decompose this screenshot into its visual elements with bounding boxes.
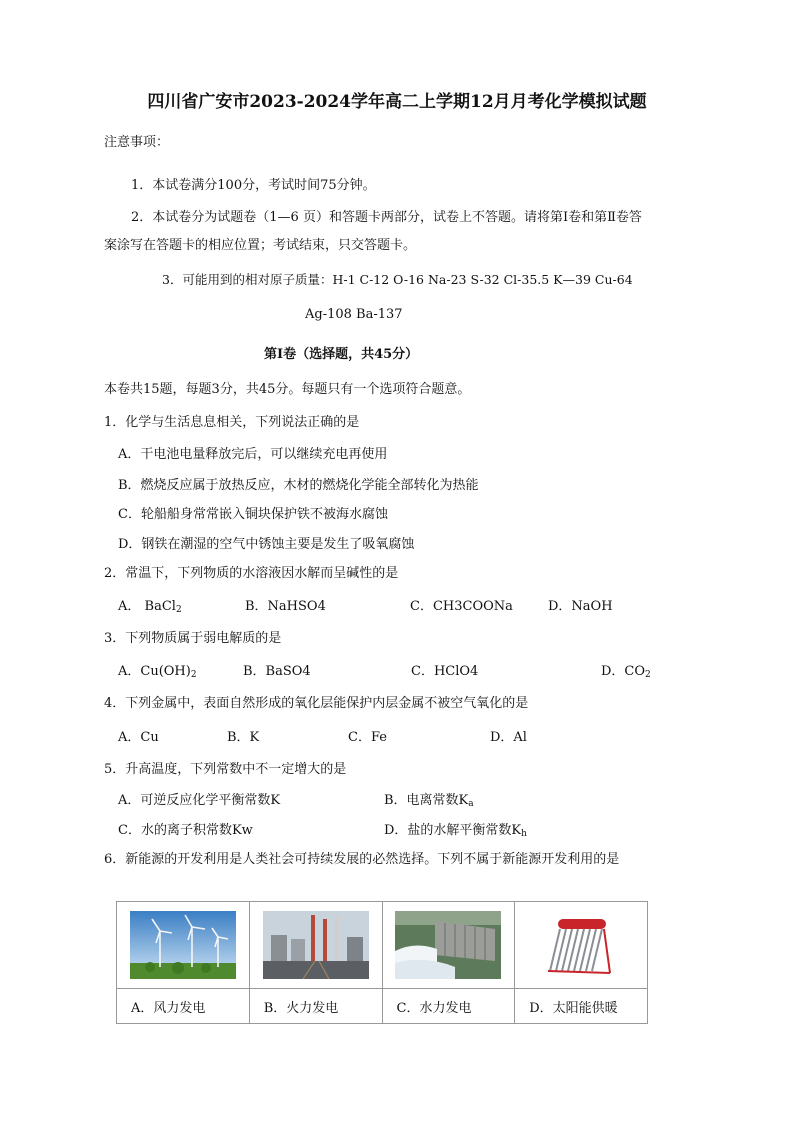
question-4-option-a: A．Cu xyxy=(118,730,159,745)
notice-1: 1．本试卷满分100分，考试时间75分钟。 xyxy=(131,178,376,193)
question-6-options-table xyxy=(116,901,648,1024)
question-5-option-c: C．水的离子积常数Kw xyxy=(118,823,253,838)
notice-2: 2．本试卷分为试题卷（1—6 页）和答题卡两部分，试卷上不答题。请将第Ⅰ卷和第Ⅱ卷答 xyxy=(131,210,642,225)
question-4-stem: 4．下列金属中，表面自然形成的氧化层能保护内层金属不被空气氧化的是 xyxy=(104,696,529,711)
option-b-label: B．火力发电 xyxy=(249,989,382,1024)
question-5-stem: 5．升高温度，下列常数中不一定增大的是 xyxy=(104,762,347,777)
notice-2-cont: 案涂写在答题卡的相应位置；考试结束，只交答题卡。 xyxy=(104,238,417,253)
page-title: 四川省广安市2023-2024学年高二上学期12月月考化学模拟试题 xyxy=(147,92,647,112)
question-5-option-d: D．盐的水解平衡常数$K_h$ xyxy=(384,823,527,839)
question-5-option-b: B．电离常数$K_a$ xyxy=(384,793,474,809)
wind-turbines-icon xyxy=(130,911,236,979)
question-1-option-a: A．干电池电量释放完后，可以继续充电再使用 xyxy=(118,447,388,462)
question-3-stem: 3．下列物质属于弱电解质的是 xyxy=(104,631,282,646)
question-3-option-b: B．BaSO4 xyxy=(243,664,311,679)
option-a-image-cell xyxy=(117,902,250,989)
section-heading: 第Ⅰ卷（选择题，共45分） xyxy=(264,347,419,362)
question-1-option-c: C．轮船船身常常嵌入铜块保护铁不被海水腐蚀 xyxy=(118,507,388,522)
question-2-stem: 2．常温下，下列物质的水溶液因水解而呈碱性的是 xyxy=(104,566,399,581)
notice-3-cont: Ag-108 Ba-137 xyxy=(305,307,403,322)
option-d-label: D．太阳能供暖 xyxy=(515,989,648,1024)
question-1-stem: 1．化学与生活息息相关，下列说法正确的是 xyxy=(104,415,360,430)
option-c-label: C．水力发电 xyxy=(382,989,515,1024)
option-c-image-cell xyxy=(382,902,515,989)
question-4-option-b: B．K xyxy=(227,730,260,745)
question-4-option-d: D．Al xyxy=(490,730,527,745)
option-a-label: A．风力发电 xyxy=(117,989,250,1024)
notice-heading: 注意事项： xyxy=(104,135,170,150)
question-6-stem: 6．新能源的开发利用是人类社会可持续发展的必然选择。下列不属于新能源开发利用的是 xyxy=(104,852,620,867)
hydro-dam-icon xyxy=(395,911,501,979)
option-b-image-cell xyxy=(249,902,382,989)
solar-water-heater-icon xyxy=(528,911,634,979)
question-1-option-d: D．钢铁在潮湿的空气中锈蚀主要是发生了吸氧腐蚀 xyxy=(118,537,415,552)
question-2-option-d: D．NaOH xyxy=(548,599,613,614)
question-3-option-c: C．HClO4 xyxy=(411,664,479,679)
question-2-option-b: B．NaHSO4 xyxy=(245,599,326,614)
question-2-option-a: A． BaCl$_2$ xyxy=(118,599,182,615)
question-3-option-a: A．$Cu(OH)_2$ xyxy=(118,664,197,680)
option-d-image-cell xyxy=(515,902,648,989)
section-intro: 本卷共15题，每题3分，共45分。每题只有一个选项符合题意。 xyxy=(104,382,471,397)
question-2-option-c: C．CH3COONa xyxy=(410,599,513,614)
thermal-power-plant-icon xyxy=(263,911,369,979)
question-5-option-a: A．可逆反应化学平衡常数K xyxy=(118,793,281,808)
question-1-option-b: B．燃烧反应属于放热反应，木材的燃烧化学能全部转化为热能 xyxy=(118,478,479,493)
question-4-option-c: C．Fe xyxy=(348,730,387,745)
question-3-option-d: D．$CO_2$ xyxy=(601,664,651,680)
notice-3: 3．可能用到的相对原子质量：H-1 C-12 O-16 Na-23 S-32 Cl-35.5 K—39 Cu-64 xyxy=(162,272,633,287)
